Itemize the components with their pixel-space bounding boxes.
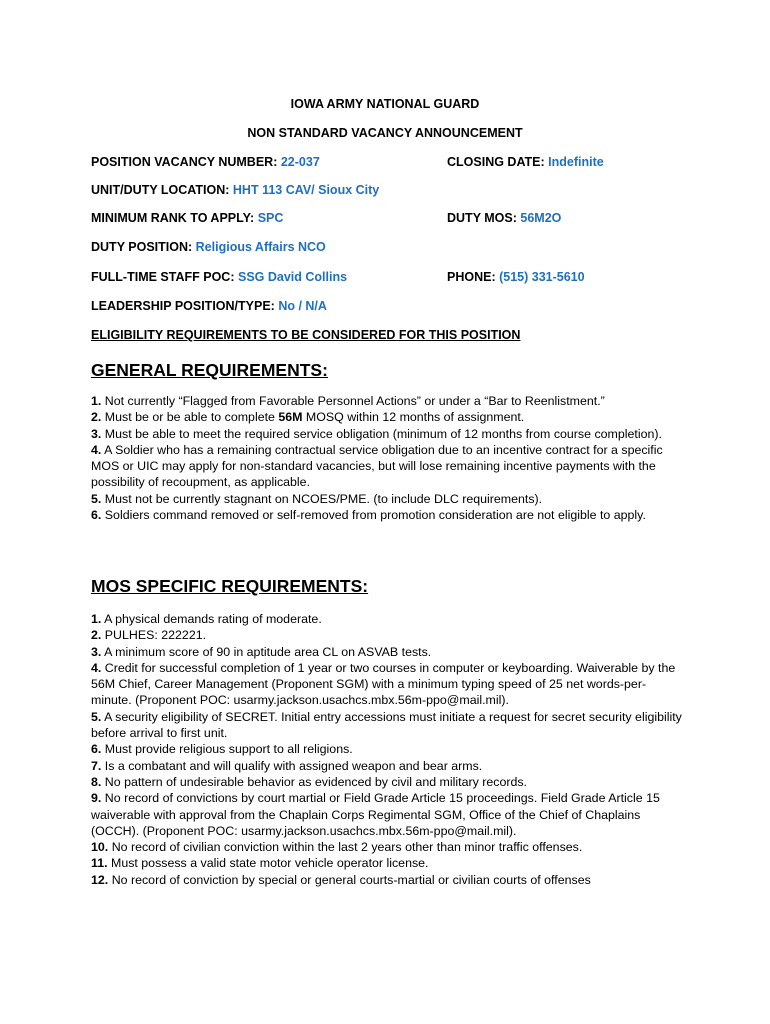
requirement-item: [91, 774, 685, 790]
poc-value: SSG David Collins: [237, 270, 348, 284]
requirement-text: Must not be currently stagnant on NCOES/PME. (to include DLC requirements).: [104, 491, 543, 506]
duty-mos-value: 56M2O: [520, 211, 562, 225]
mos-requirements-heading: MOS SPECIFIC REQUIREMENTS:: [91, 576, 369, 596]
requirement-text: A minimum score of 90 in aptitude area CL on ASVAB tests.: [104, 644, 432, 659]
requirement-number: 7.: [91, 758, 102, 773]
leadership-label: LEADERSHIP POSITION/TYPE:: [91, 299, 275, 313]
duty-position-label: DUTY POSITION:: [91, 240, 193, 254]
requirement-text: Must provide religious support to all religions.: [104, 742, 353, 757]
phone-row: [447, 270, 585, 284]
requirement-item: [91, 491, 685, 507]
requirement-text: No record of civilian conviction within the last 2 years other than minor traffic offenses.: [111, 840, 583, 855]
requirement-item: [91, 442, 685, 491]
org-title: IOWA ARMY NATIONAL GUARD: [290, 97, 480, 111]
mos-requirements-list: [91, 611, 685, 888]
duty-position-row: [91, 240, 326, 254]
duty-position-value: Religious Affairs NCO: [195, 240, 326, 254]
requirement-number: 4.: [91, 442, 102, 457]
requirement-number: 1.: [91, 394, 102, 408]
requirement-number: 6.: [91, 508, 102, 523]
location-label: UNIT/DUTY LOCATION:: [91, 183, 230, 197]
announcement-title: NON STANDARD VACANCY ANNOUNCEMENT: [247, 126, 523, 140]
requirement-emphasis: 56M: [278, 410, 303, 425]
requirement-text: No record of conviction by special or general courts-martial or civilian courts of offenses: [111, 872, 591, 887]
requirement-text: MOSQ within 12 months of assignment.: [302, 410, 525, 425]
leadership-row: [91, 299, 327, 313]
duty-mos-row: [447, 211, 561, 225]
requirement-item: [91, 660, 685, 709]
requirement-number: 1.: [91, 612, 102, 626]
closing-date-value: Indefinite: [548, 155, 604, 169]
requirement-text: A security eligibility of SECRET. Initial entry accessions must initiate a request for secret security eligibility before arrival to first unit.: [91, 709, 682, 741]
requirement-number: 11.: [91, 856, 108, 871]
requirement-item: [91, 855, 685, 871]
requirement-number: 5.: [91, 491, 102, 506]
requirement-number: 5.: [91, 709, 102, 724]
requirement-number: 3.: [91, 426, 102, 441]
requirement-text: Soldiers command removed or self-removed from promotion consideration are not eligible to apply.: [104, 508, 646, 523]
requirement-text: Must possess a valid state motor vehicle operator license.: [111, 856, 429, 871]
requirement-text: Must be or be able to complete: [104, 410, 279, 425]
requirement-item: [91, 709, 685, 742]
poc-label: FULL-TIME STAFF POC:: [91, 270, 235, 284]
closing-date-label: CLOSING DATE:: [447, 155, 545, 169]
requirement-item: [91, 872, 685, 888]
requirement-item: [91, 627, 685, 643]
requirement-number: 2.: [91, 628, 102, 643]
requirement-text: Not currently “Flagged from Favorable Personnel Actions” or under a “Bar to Reenlistment.”: [104, 394, 605, 408]
requirement-item: [91, 409, 685, 425]
closing-date-row: [447, 155, 604, 169]
vacancy-number-row: [91, 155, 320, 169]
eligibility-heading: ELIGIBILITY REQUIREMENTS TO BE CONSIDERED FOR THIS POSITION: [91, 328, 521, 342]
requirement-text: Credit for successful completion of 1 year or two courses in computer or keyboarding. Waiverable by the 56M Chief, Career Management (Proponent SGM) with a minimum typing speed of 25 net words-per-minute. (Proponent POC: usarmy.jackson.usachcs.mbx.56m-ppo@mail.mil).: [91, 660, 676, 708]
vacancy-number-label: POSITION VACANCY NUMBER:: [91, 155, 278, 169]
requirement-item: [91, 507, 685, 523]
requirement-number: 10.: [91, 840, 109, 855]
requirement-item: [91, 611, 685, 627]
min-rank-label: MINIMUM RANK TO APPLY:: [91, 211, 255, 225]
general-requirements-heading: GENERAL REQUIREMENTS:: [91, 360, 328, 380]
location-row: [91, 183, 379, 197]
requirement-item: [91, 741, 685, 757]
vacancy-number-value: 22-037: [280, 155, 320, 169]
requirement-number: 6.: [91, 742, 102, 757]
requirement-number: 12.: [91, 872, 109, 887]
requirement-item: [91, 644, 685, 660]
requirement-item: [91, 393, 685, 409]
requirement-item: [91, 758, 685, 774]
poc-row: [91, 270, 347, 284]
phone-label: PHONE:: [447, 270, 496, 284]
min-rank-row: [91, 211, 283, 225]
requirement-item: [91, 790, 685, 839]
phone-value: (515) 331-5610: [499, 270, 585, 284]
requirement-number: 3.: [91, 644, 102, 659]
requirement-text: Is a combatant and will qualify with assigned weapon and bear arms.: [104, 758, 483, 773]
requirement-text: A physical demands rating of moderate.: [104, 612, 322, 626]
requirement-text: A Soldier who has a remaining contractual service obligation due to an incentive contract for a specific MOS or UIC may apply for non-standard vacancies, but will lose remaining incentive payments with the possibility of recoupment, as applicable.: [91, 442, 663, 490]
min-rank-value: SPC: [257, 211, 284, 225]
location-value: HHT 113 CAV/ Sioux City: [232, 183, 380, 197]
requirement-item: [91, 839, 685, 855]
requirement-text: PULHES: 222221.: [104, 628, 207, 643]
leadership-value: No / N/A: [278, 299, 327, 313]
requirement-number: 9.: [91, 791, 102, 806]
duty-mos-label: DUTY MOS:: [447, 211, 517, 225]
requirement-number: 8.: [91, 774, 102, 789]
general-requirements-list: [91, 393, 685, 523]
requirement-text: Must be able to meet the required service obligation (minimum of 12 months from course completion).: [104, 426, 662, 441]
requirement-number: 2.: [91, 410, 102, 425]
requirement-number: 4.: [91, 660, 102, 675]
requirement-item: [91, 426, 685, 442]
requirement-text: No pattern of undesirable behavior as evidenced by civil and military records.: [104, 774, 527, 789]
requirement-text: No record of convictions by court martial or Field Grade Article 15 proceedings. Field Grade Article 15 waiverable with approval from the Chaplain Corps Regimental SGM, Office of the Chief of Chaplains (OCCH). (Proponent POC: usarmy.jackson.usachcs.mbx.56m-ppo@mail.mil).: [91, 791, 660, 838]
